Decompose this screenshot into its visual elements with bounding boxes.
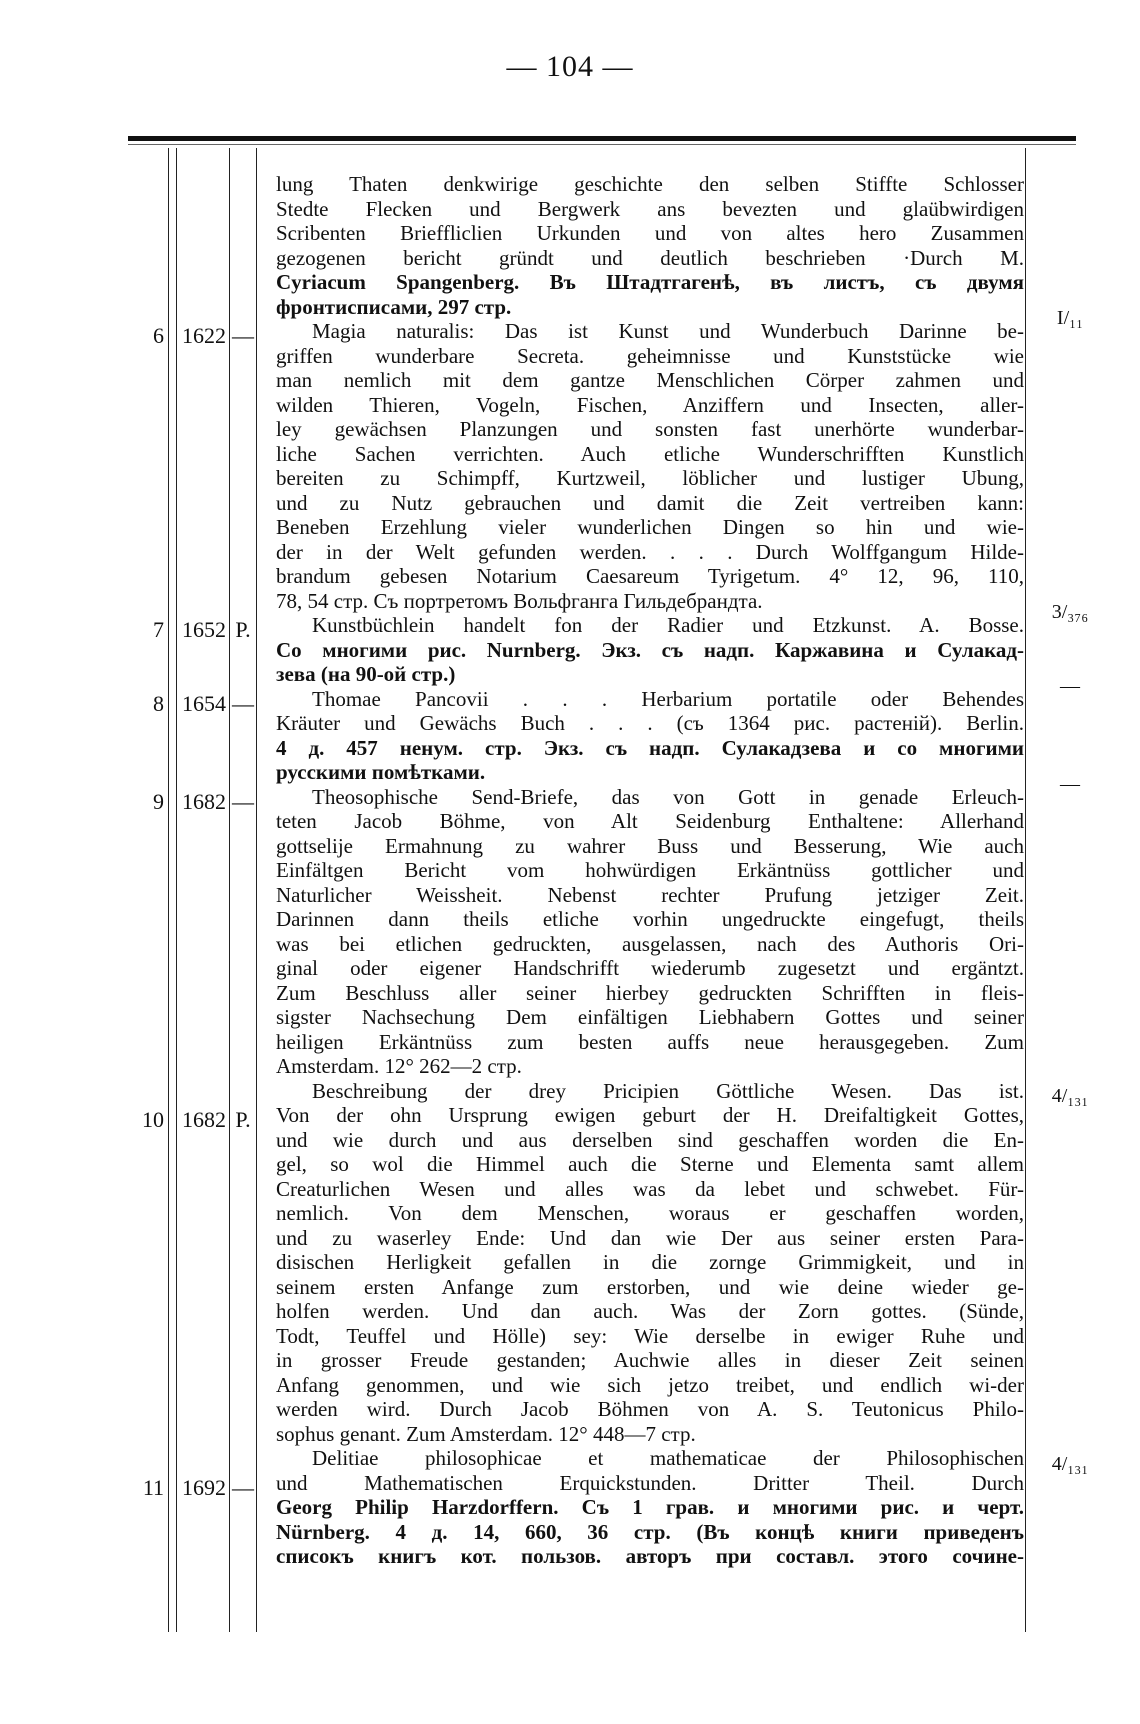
text-line: heiligen Erkäntnüss zum besten auffs neue herausgegeben. Zum xyxy=(276,1029,1024,1054)
ref-entry-9: 4/₁₃₁ xyxy=(1051,1085,1089,1107)
text-line: Amsterdam. 12° 262—2 стр. xyxy=(276,1054,522,1078)
entry-9-mark: — xyxy=(232,789,254,814)
text-line: Stedte Flecken und Bergwerk ans bevezten und glaübwirdigen xyxy=(276,196,1024,221)
text-line: griffen wunderbare Secreta. geheimnisse und Kunststücke wie xyxy=(276,343,1024,368)
text-line: Beneben Erzehlung vieler wunderlichen Dingen so hin und wie- xyxy=(276,515,1024,539)
entry-7-number: 7 xyxy=(153,617,164,642)
text-line: Einfältgen Bericht vom hohwürdigen Erkäntnüss gottlicher und xyxy=(276,858,1024,882)
ref-entry-7: — xyxy=(1060,675,1080,697)
text-line: зева (на 90-ой стр.) xyxy=(276,662,456,686)
text-line: Со многими рис. Nurnberg. Экз. съ надп. Каржавина и Сулакад- xyxy=(276,637,1024,662)
text-line: Georg Philip Harzdorffern. Съ 1 грав. и многими рис. и черт. xyxy=(276,1495,1024,1519)
text-line: und wie durch und aus derselben sind geschaffen worden die En- xyxy=(276,1127,1024,1152)
entry-9-number: 9 xyxy=(153,789,164,814)
text-line: Von der ohn Ursprung ewigen geburt der H. Dreifaltigkeit Gottes, xyxy=(276,1103,1024,1127)
text-line: gottselije Ermahnung zu wahrer Buss und Besserung, Wie auch xyxy=(276,833,1024,858)
entry-7-year: 1652 xyxy=(182,617,226,642)
text-line: disischen Herligkeit gefallen in die zornge Grimmigkeit, und in xyxy=(276,1250,1024,1274)
text-line: gezogenen bericht gründt und deutlich beschrieben ·Durch M. xyxy=(276,245,1024,270)
entry-9-year: 1682 xyxy=(182,789,226,814)
text-line: Anfang genommen, und wie sich jetzo treibet, und endlich wi-der xyxy=(276,1372,1024,1397)
column-rule-num-year xyxy=(176,148,177,1632)
text-line: Cyriacum Spangenberg. Въ Штадтгагенѣ, въ листъ, съ двумя xyxy=(276,270,1024,294)
column-rule-text-ref xyxy=(1025,148,1026,1632)
ref-entry-10: 4/₁₃₁ xyxy=(1051,1453,1089,1475)
text-line: und zu Nutz gebrauchen und damit die Zeit vertreiben kann: xyxy=(276,490,1024,515)
text-line: bereiten zu Schimpff, Kurtzweil, löblicher und lustiger Ubung, xyxy=(276,466,1024,490)
text-line: sigster Nachsechung Dem einfältigen Liebhabern Gottes und seiner xyxy=(276,1005,1024,1029)
text-line: Nürnberg. 4 д. 14, 660, 36 стр. (Въ концѣ книги приведенъ xyxy=(276,1519,1024,1544)
text-line: русскими помѣтками. xyxy=(276,760,486,784)
text-line: holfen werden. Und dan auch. Was der Zorn gottes. (Sünde, xyxy=(276,1299,1024,1323)
text-line: werden wird. Durch Jacob Böhmen von A. S. Teutonicus Philo- xyxy=(276,1397,1024,1421)
text-line: Creaturlichen Wesen und alles was da lebet und schwebet. Für- xyxy=(276,1176,1024,1201)
entry-8-year: 1654 xyxy=(182,691,226,716)
text-line: und zu waserley Ende: Und dan wie Der aus seiner ersten Para- xyxy=(276,1225,1024,1250)
entry-8-number: 8 xyxy=(153,691,164,716)
entry-6-number: 6 xyxy=(153,323,164,348)
text-line: Magia naturalis: Das ist Kunst und Wunderbuch Darinne be- xyxy=(312,319,1024,343)
text-line: Thomae Pancovii . . . Herbarium portatile oder Behendes xyxy=(312,686,1024,711)
text-line: brandum gebesen Notarium Caesareum Tyrigetum. 4° 12, 96, 110, xyxy=(276,564,1024,588)
text-line: Todt, Teuffel und Hölle) sey: Wie derselbe in ewiger Ruhe und xyxy=(276,1323,1024,1348)
text-line: Naturlicher Weissheit. Nebenst rechter Prufung jetziger Zeit. xyxy=(276,882,1024,907)
ref-entry-6: 3/₃₇₆ xyxy=(1051,601,1089,623)
entry-10-mark: P. xyxy=(235,1107,251,1132)
text-line: was bei etlichen gedruckten, ausgelassen, nach des Authoris Ori- xyxy=(276,931,1024,956)
text-line: sophus genant. Zum Amsterdam. 12° 448—7 стр. xyxy=(276,1421,696,1446)
entry-10-number: 10 xyxy=(142,1107,164,1132)
text-line: ley gewächsen Planzungen und sonsten fast unerhörte wunderbar- xyxy=(276,417,1024,441)
column-rule-left xyxy=(168,148,169,1632)
text-line: Darinnen dann theils etliche vorhin ungedruckte eingefugt, theils xyxy=(276,907,1024,931)
entry-10-year: 1682 xyxy=(182,1107,226,1132)
column-rule-mark-text xyxy=(256,148,257,1632)
text-line: seinem ersten Anfange zum erstorben, und wie deine wieder ge- xyxy=(276,1274,1024,1299)
header-rule xyxy=(128,136,1076,141)
text-line: gel, so wol die Himmel auch die Sterne und Elementa samt allem xyxy=(276,1152,1024,1176)
ref-entry-5: I/₁₁ xyxy=(1056,307,1084,329)
text-line: lung Thaten denkwirige geschichte den selben Stiffte Schlosser xyxy=(276,172,1024,196)
text-line: liche Sachen verrichten. Auch etliche Wunderschrifften Kunstlich xyxy=(276,441,1024,466)
page-number: — 104 — xyxy=(506,50,634,83)
text-line: списокъ книгъ кот. пользов. авторъ при составл. этого сочине- xyxy=(276,1544,1024,1568)
header-rule-thin xyxy=(128,144,1076,145)
entry-11-year: 1692 xyxy=(182,1475,226,1500)
text-line: wilden Thieren, Vogeln, Fischen, Anziffern und Insecten, aller- xyxy=(276,392,1024,417)
ref-entry-8: — xyxy=(1060,773,1080,795)
text-line: Beschreibung der drey Pricipien Göttliche Wesen. Das ist. xyxy=(312,1078,1024,1103)
entry-11-mark: — xyxy=(232,1475,254,1500)
text-line: Theosophische Send-Briefe, das von Gott in genade Erleuch- xyxy=(312,784,1024,809)
text-line: фронтисписами, 297 стр. xyxy=(276,294,512,319)
body-text xyxy=(276,172,1024,1569)
text-line: teten Jacob Böhme, von Alt Seidenburg Enthaltene: Allerhand xyxy=(276,809,1024,833)
text-line: Zum Beschluss aller seiner hierbey gedruckten Schrifften in fleis- xyxy=(276,980,1024,1005)
text-line: der in der Welt gefunden werden. . . . Durch Wolffgangum Hilde- xyxy=(276,539,1024,564)
text-line: Kunstbüchlein handelt fon der Radier und Etzkunst. A. Bosse. xyxy=(312,613,1024,637)
text-line: Kräuter und Gewächs Buch . . . (съ 1364 рис. растеній). Berlin. xyxy=(276,711,1024,735)
entry-6-mark: — xyxy=(232,323,254,348)
text-line: nemlich. Von dem Menschen, woraus er geschaffen worden, xyxy=(276,1201,1024,1225)
column-rule-year-mark xyxy=(229,148,230,1632)
text-line: 78, 54 стр. Съ портретомъ Вольфганга Гильдебрандта. xyxy=(276,588,763,613)
entry-8-mark: — xyxy=(232,691,254,716)
entry-7-mark: P. xyxy=(235,617,251,642)
entry-6-year: 1622 xyxy=(182,323,226,348)
text-line: man nemlich mit dem gantze Menschlichen Cörper zahmen und xyxy=(276,368,1024,392)
text-line: und Mathematischen Erquickstunden. Dritter Theil. Durch xyxy=(276,1470,1024,1495)
text-line: Scribenten Brieffliclien Urkunden und von altes hero Zusammen xyxy=(276,221,1024,245)
text-line: ginal oder eigener Handschrifft wiederumb zugesetzt und ergäntzt. xyxy=(276,956,1024,980)
entry-11-number: 11 xyxy=(142,1475,164,1500)
text-line: Delitiae philosophicae et mathematicae der Philosophischen xyxy=(312,1446,1024,1470)
text-line: in grosser Freude gestanden; Auchwie alles in dieser Zeit seinen xyxy=(276,1348,1024,1372)
text-line: 4 д. 457 ненум. стр. Экз. съ надп. Сулакадзева и со многими xyxy=(276,735,1024,760)
